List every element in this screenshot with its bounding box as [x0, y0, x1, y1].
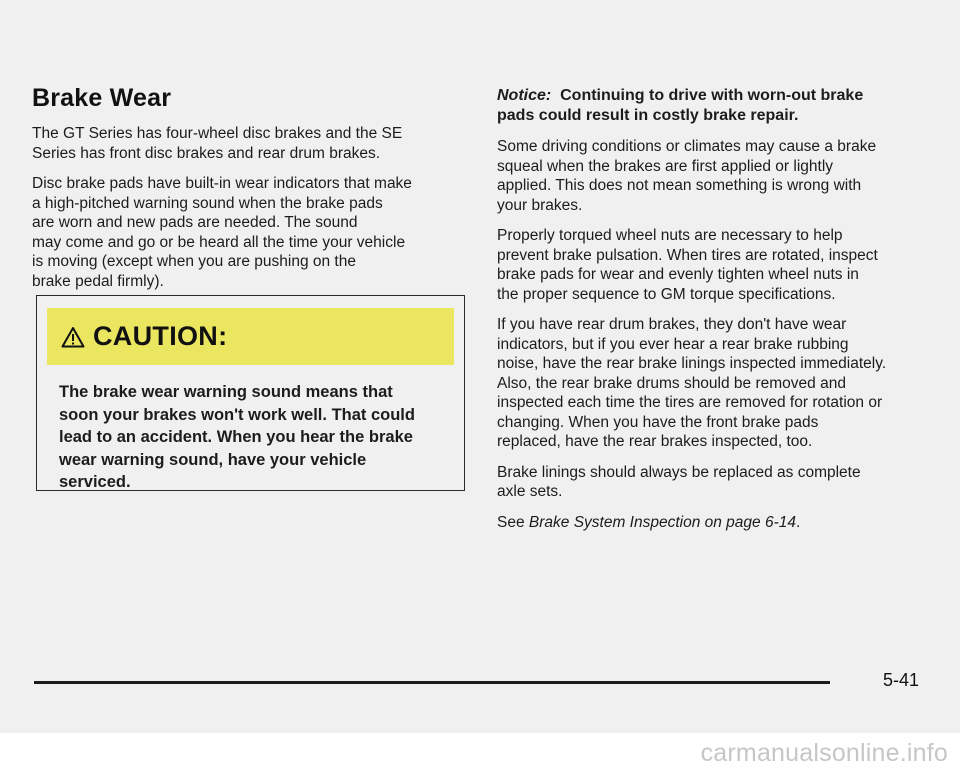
watermark-strip [0, 733, 960, 773]
section-heading: Brake Wear [32, 84, 172, 112]
notice-label: Notice: [497, 87, 552, 104]
caution-banner [47, 308, 454, 365]
page-number: 5-41 [883, 670, 920, 690]
see-suffix: . [796, 513, 801, 531]
paragraph-drum-brakes: If you have rear drum brakes, they don't have wear indicators, but if you ever hear a rear brake rubbing noise, have the rear brake linings inspected immediately. Also, the rear brake drums should be removed and inspected each time the tires are removed for rotation or changing. When you have the front brake pads replaced, have the rear brakes inspected, too. [497, 316, 887, 450]
caution-box [36, 295, 465, 491]
caution-title [61, 321, 227, 352]
warning-triangle-icon [61, 326, 85, 348]
paragraph-brake-types: The GT Series has four-wheel disc brakes and the SE Series has front disc brakes and rear drum brakes. [32, 125, 403, 162]
see-prefix: See [497, 513, 529, 531]
left-column [32, 84, 472, 302]
cross-reference-link[interactable]: Brake System Inspection on page 6-14 [528, 513, 796, 531]
right-column [497, 86, 937, 543]
caution-title-text: CAUTION: [93, 321, 228, 351]
paragraph-wheel-nuts: Properly torqued wheel nuts are necessary to help prevent brake pulsation. When tires are rotated, inspect brake pads for wear and evenly tighten wheel nuts in the proper sequence to GM torque specifications. [497, 227, 878, 303]
paragraph-brake-squeal: Some driving conditions or climates may cause a brake squeal when the brakes are first applied or lightly applied. This does not mean something is wrong with your brakes. [497, 138, 877, 214]
paragraph-wear-indicators: Disc brake pads have built-in wear indicators that make a high-pitched warning sound when the brake pads are worn and new pads are needed. The sound may come and go or be heard all the time your vehicle is moving (except when you are pushing on the brake pedal firmly). [32, 175, 412, 290]
notice [497, 86, 937, 126]
watermark-text[interactable]: carmanualsonline.info [700, 739, 948, 767]
paragraph-brake-linings: Brake linings should always be replaced as complete axle sets. [497, 463, 861, 500]
notice-text: Continuing to drive with worn-out brake pads could result in costly brake repair. [497, 87, 864, 124]
see-reference [497, 513, 937, 533]
footer-rule [34, 681, 830, 684]
caution-body: The brake wear warning sound means that soon your brakes won't work well. That could lead to an accident. When you hear the brake wear warning sound, have your vehicle serviced. [59, 383, 415, 491]
